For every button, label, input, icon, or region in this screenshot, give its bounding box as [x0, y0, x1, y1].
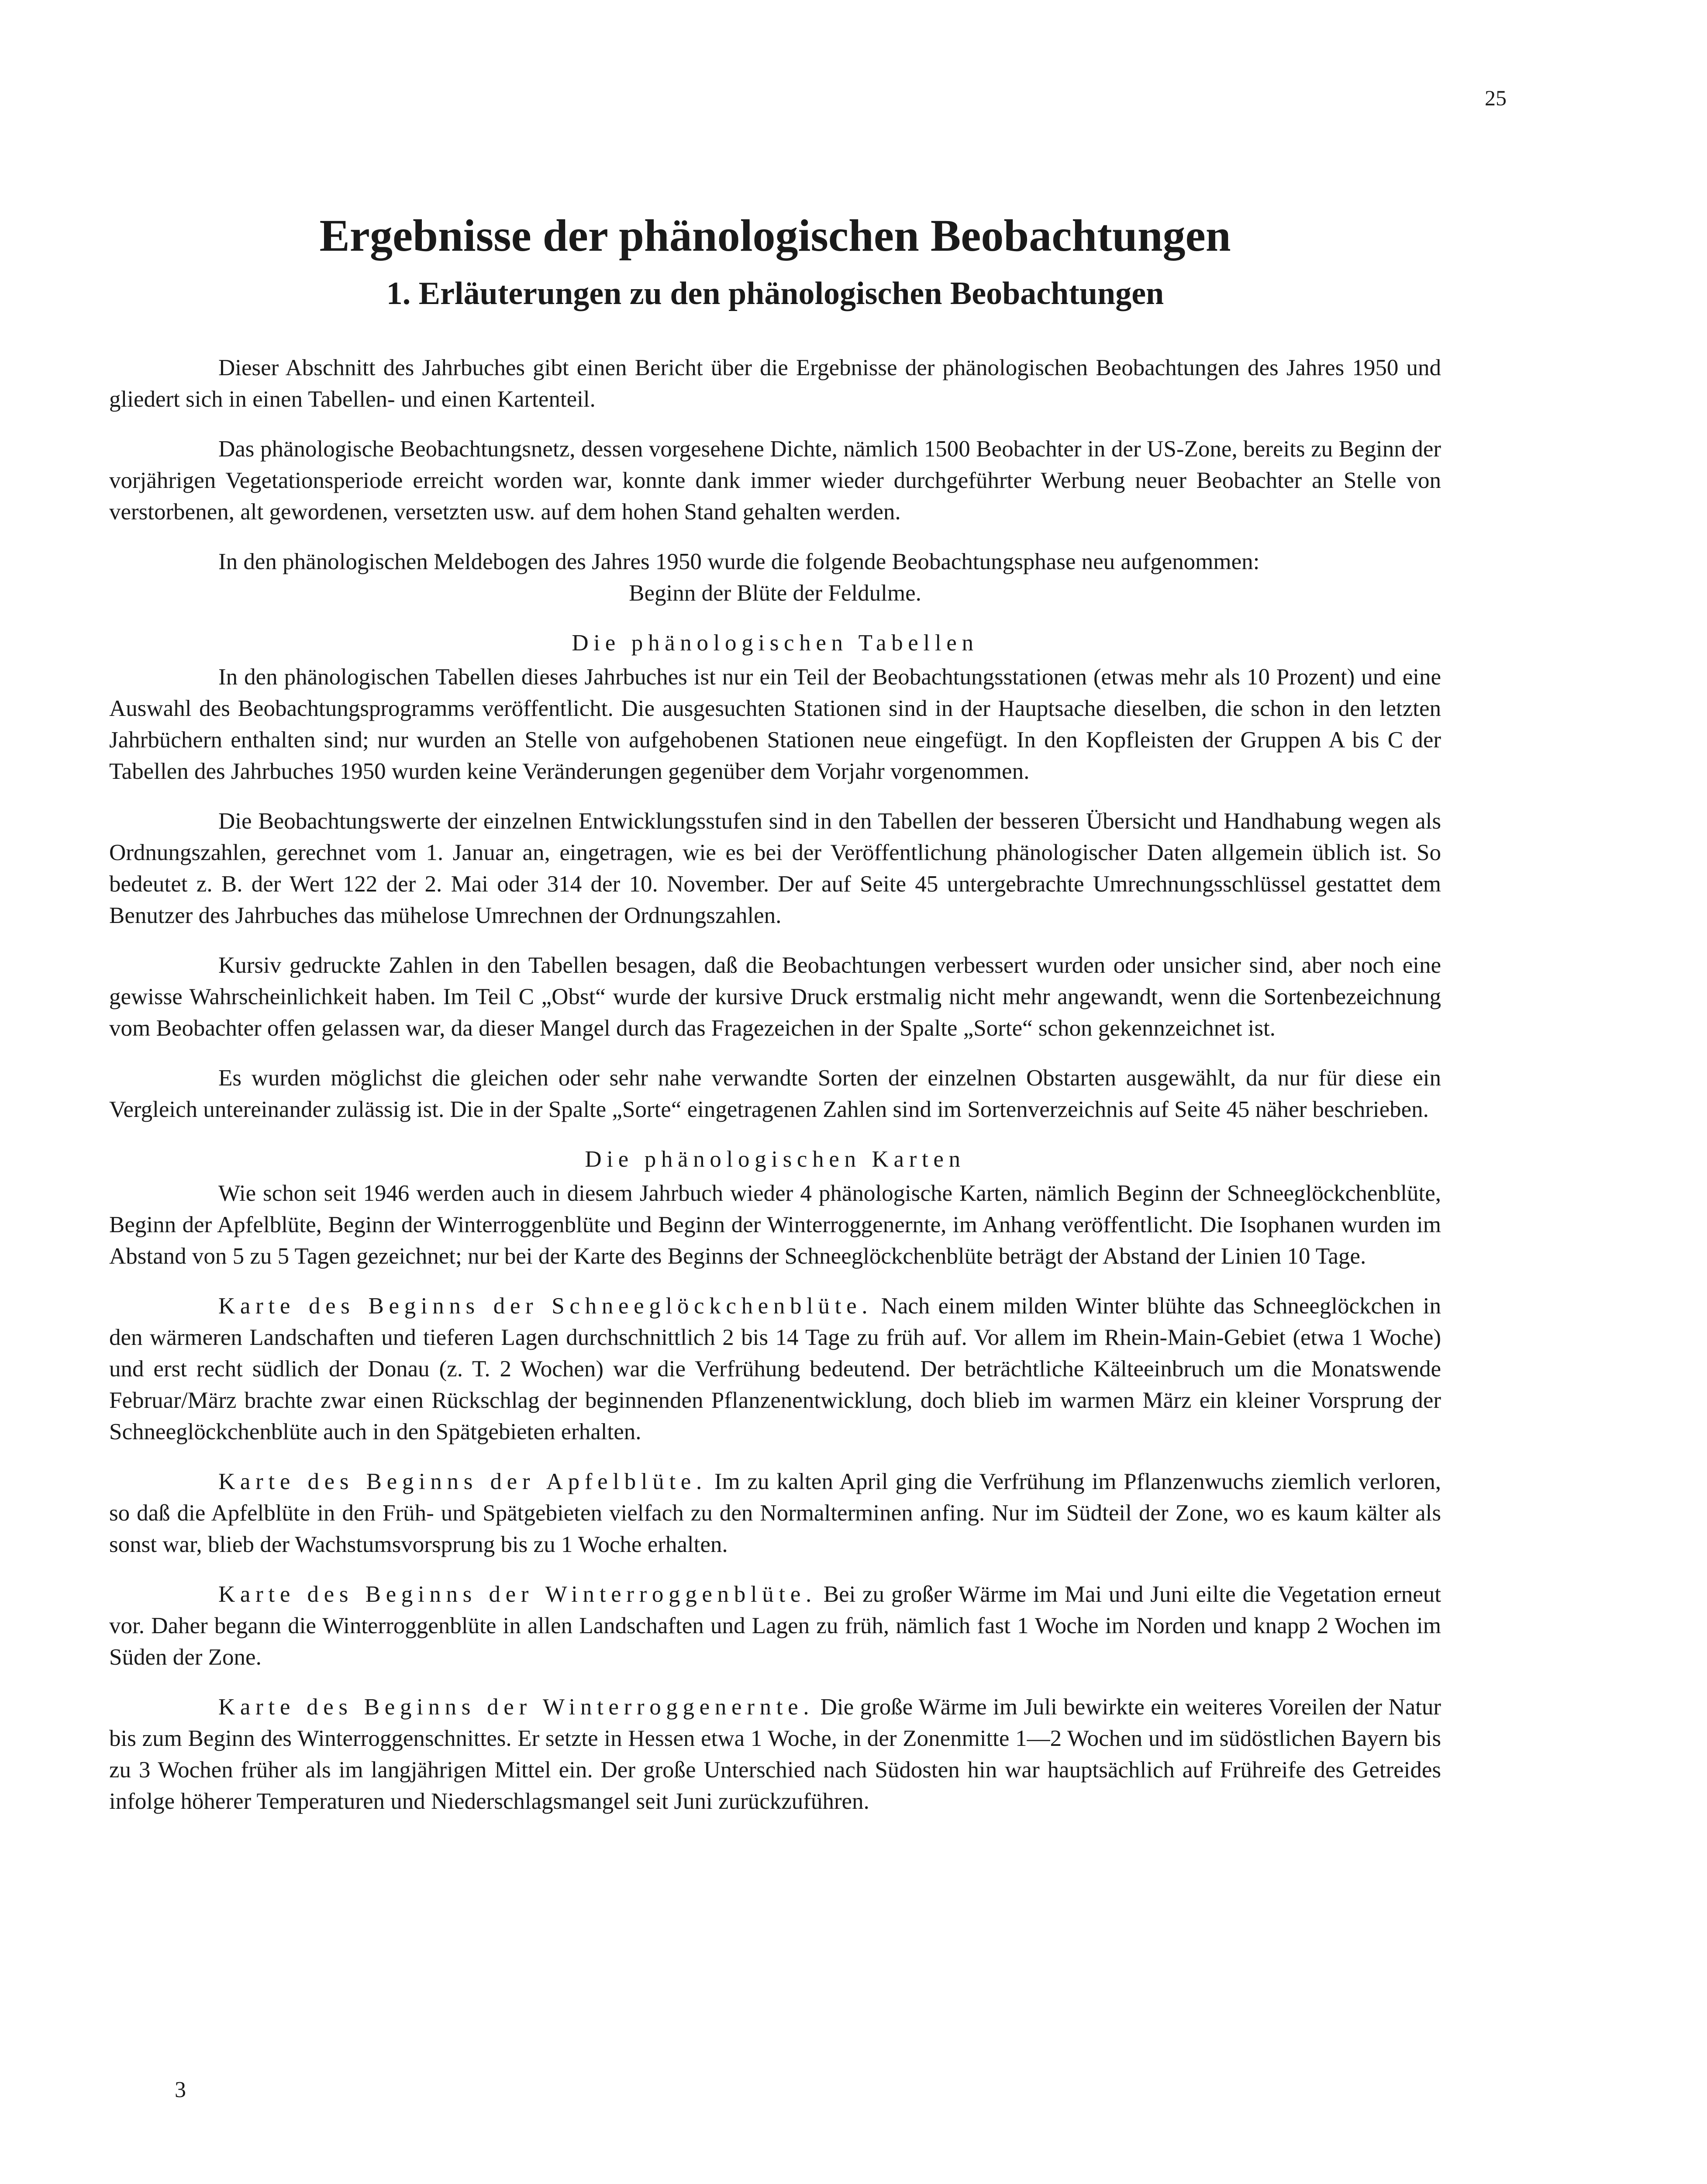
map-text-snowdrop: Nach einem milden Winter blühte das Schneeglöckchen in den wärmeren Landschaften und tieferen Lagen durchschnittlich 2 bis 14 Tage zu früh auf. Vor allem im Rhein-Main-Gebiet (etwa 1 Woche) und erst recht südlich der Donau (z. T. 2 Wochen) war die Verfrühung bedeutend. Der beträchtliche Kälteeinbruch um die Monatswende Februar/März brachte zwar einen Rückschlag der beginnenden Pflanzenentwicklung, doch blieb im warmen März ein kleiner Vorsprung der Schneeglöckchenblüte auch in den Spätgebieten erhalten. — [109, 1293, 1441, 1445]
map-lead-rye-bloom: Karte des Beginns der Winterroggenblüte. — [218, 1582, 817, 1607]
page-title: Ergebnisse der phänologischen Beobachtungen — [319, 211, 1231, 261]
map-paragraph-apple — [109, 1466, 1441, 1560]
tables-paragraph: In den phänologischen Tabellen dieses Jahrbuches ist nur ein Teil der Beobachtungsstationen (etwas mehr als 10 Prozent) und eine Auswahl des Beobachtungsprogramms veröffentlicht. Die ausgesuchten Stationen sind in der Hauptsache dieselben, die schon in den letzten Jahrbüchern enthalten sind; nur wurden an Stelle von aufgehobenen Stationen neue eingefügt. In den Kopfleisten der Gruppen A bis C der Tabellen des Jahrbuches 1950 wurden keine Veränderungen gegenüber dem Vorjahr vorgenommen. — [109, 664, 1441, 784]
map-lead-snowdrop: Karte des Beginns der Schneeglöckchenblüte. — [218, 1293, 873, 1319]
signature-mark: 3 — [175, 2077, 186, 2102]
tables-heading: Die phänologischen Tabellen — [572, 630, 979, 656]
map-lead-rye-harvest: Karte des Beginns der Winterroggenernte. — [218, 1694, 814, 1720]
page-number: 25 — [1485, 86, 1507, 110]
map-paragraph-rye-harvest — [109, 1691, 1441, 1817]
intro-paragraph: Dieser Abschnitt des Jahrbuches gibt einen Bericht über die Ergebnisse der phänologischen Beobachtungen des Jahres 1950 und gliedert sich in einen Tabellen- und einen Kartenteil. — [109, 355, 1441, 412]
map-text-rye-bloom: Bei zu großer Wärme im Mai und Juni eilte die Vegetation erneut vor. Daher begann die Winterroggenblüte in allen Landschaften und Lagen zu früh, nämlich fast 1 Woche im Norden und knapp 2 Wochen im Süden der Zone. — [109, 1582, 1441, 1670]
intro-paragraph: In den phänologischen Meldebogen des Jahres 1950 wurde die folgende Beobachtungsphase neu aufgenommen: — [218, 549, 1260, 575]
intro-centered-line: Beginn der Blüte der Feldulme. — [629, 581, 921, 606]
map-paragraph-rye-bloom — [109, 1579, 1441, 1673]
tables-paragraph: Kursiv gedruckte Zahlen in den Tabellen besagen, daß die Beobachtungen verbessert wurden oder unsicher sind, aber noch eine gewisse Wahrscheinlichkeit haben. Im Teil C „Obst“ wurde der kursive Druck erstmalig nicht mehr angewandt, wenn die Sortenbezeichnung vom Beobachter offen gelassen war, da dieser Mangel durch das Fragezeichen in der Spalte „Sorte“ schon gekennzeichnet ist. — [109, 953, 1441, 1041]
tables-paragraph: Die Beobachtungswerte der einzelnen Entwicklungsstufen sind in den Tabellen der besseren Übersicht und Handhabung wegen als Ordnungszahlen, gerechnet vom 1. Januar an, eingetragen, wie es bei der Veröffentlichung phänologischer Daten allgemein üblich ist. So bedeutet z. B. der Wert 122 der 2. Mai oder 314 der 10. November. Der auf Seite 45 untergebrachte Umrechnungsschlüssel gestattet dem Benutzer des Jahrbuches das mühelose Umrechnen der Ordnungszahlen. — [109, 809, 1441, 929]
maps-intro-paragraph: Wie schon seit 1946 werden auch in diesem Jahrbuch wieder 4 phänologische Karten, nämlich Beginn der Schneeglöckchenblüte, Beginn der Apfelblüte, Beginn der Winterroggenblüte und Beginn der Winterroggenernte, im Anhang veröffentlicht. Die Isophanen wurden im Abstand von 5 zu 5 Tagen gezeichnet; nur bei der Karte des Beginns der Schneeglöckchenblüte beträgt der Abstand der Linien 10 Tage. — [109, 1181, 1441, 1269]
tables-paragraph: Es wurden möglichst die gleichen oder sehr nahe verwandte Sorten der einzelnen Obstarten ausgewählt, da nur für diese ein Vergleich untereinander zulässig ist. Die in der Spalte „Sorte“ eingetragenen Zahlen sind im Sortenverzeichnis auf Seite 45 näher beschrieben. — [109, 1065, 1441, 1123]
map-lead-apple: Karte des Beginns der Apfelblüte. — [218, 1469, 707, 1495]
map-paragraph-snowdrop — [109, 1290, 1441, 1448]
map-text-rye-harvest: Die große Wärme im Juli bewirkte ein weiteres Voreilen der Natur bis zum Beginn des Winterroggenschnittes. Er setzte in Hessen etwa 1 Woche, in der Zonenmitte 1—2 Wochen und im südöstlichen Bayern bis zu 3 Wochen früher als im langjährigen Mittel ein. Der große Unterschied nach Südosten hin war hauptsächlich auf Frühreife des Getreides infolge höherer Temperaturen und Niederschlagsmangel seit Juni zurückzuführen. — [109, 1694, 1441, 1814]
intro-paragraph: Das phänologische Beobachtungsnetz, dessen vorgesehene Dichte, nämlich 1500 Beobachter in der US-Zone, bereits zu Beginn der vorjährigen Vegetationsperiode erreicht worden war, konnte dank immer wieder durchgeführter Werbung neuer Beobachter an Stelle von verstorbenen, alt gewordenen, versetzten usw. auf dem hohen Stand gehalten werden. — [109, 436, 1441, 525]
maps-heading: Die phänologischen Karten — [585, 1147, 966, 1172]
section-title: 1. Erläuterungen zu den phänologischen Beobachtungen — [386, 275, 1164, 311]
map-text-apple: Im zu kalten April ging die Verfrühung im Pflanzenwuchs ziemlich verloren, so daß die Apfelblüte in den Früh- und Spätgebieten vielfach zu den Normalterminen anfing. Nur im Südteil der Zone, wo es kaum kälter als sonst war, blieb der Wachstumsvorsprung bis zu 1 Woche erhalten. — [109, 1469, 1441, 1558]
page-content — [109, 210, 1441, 1835]
